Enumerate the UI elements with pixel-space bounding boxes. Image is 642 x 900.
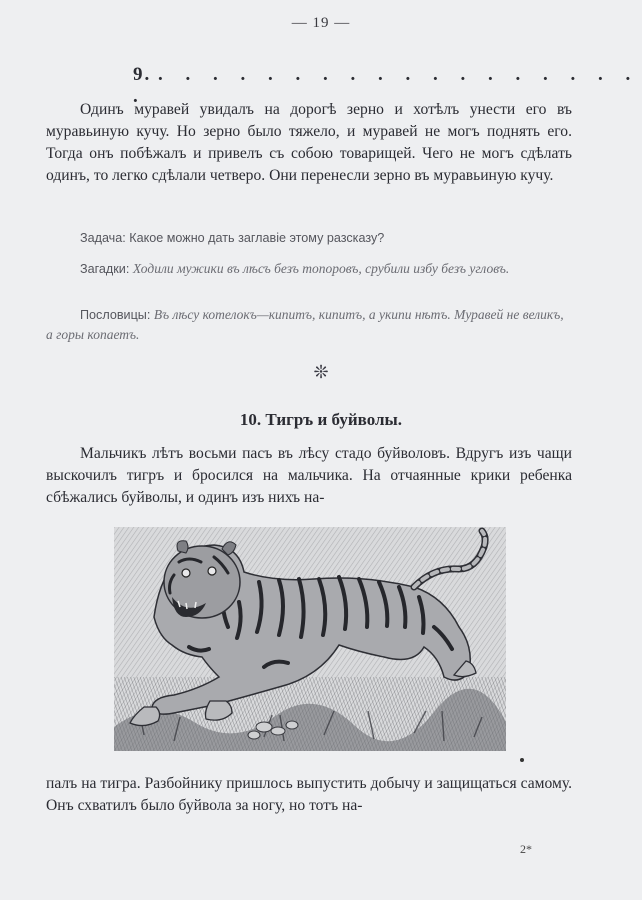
riddles-label: Загадки: xyxy=(80,262,130,276)
story-10-paragraph-top xyxy=(46,443,572,509)
page-number: — 19 — xyxy=(291,15,351,31)
task-text: Какое можно дать заглавіе этому разсказу? xyxy=(129,231,385,245)
ant-story-text: Одинъ муравей увидалъ на дорогѣ зерно и хотѣлъ унести его въ муравьиную кучу. Но зерно было тяжело, и муравей не могъ поднять его. Тогда онъ побѣжалъ и привелъ съ собою товарищей. Чего не могъ сдѣлать одинъ, то легко сдѣлали четверо. Они перенесли зерно въ муравьиную кучу. xyxy=(46,101,572,184)
riddles-text: Ходили мужики въ лѣсъ безъ топоровъ, срубили избу безъ угловъ. xyxy=(132,261,510,276)
tiger-illustration xyxy=(114,527,506,751)
tiger-engraving-image xyxy=(114,527,506,751)
story-10-title: 10. Тигръ и буйволы. xyxy=(239,410,403,429)
tiger-story-text-before: Мальчикъ лѣтъ восьми пасъ въ лѣсу стадо буйволовъ. Вдругъ изъ чащи выскочилъ тигръ и бросился на мальчика. На отчаянные крики ребенка сбѣжались буйволы, и одинъ изъ нихъ на- xyxy=(46,445,572,506)
section-dots: . . . . . . . . . . . . . . . . . . . xyxy=(133,64,640,107)
section-9-paragraph xyxy=(46,99,572,187)
task-label: Задача: xyxy=(80,231,126,245)
story-10-paragraph-bottom xyxy=(46,773,572,817)
proverbs-label: Пословицы: xyxy=(80,308,151,322)
section-number: 9. xyxy=(133,64,152,85)
section-separator: ❊ xyxy=(313,362,329,382)
riddles-note xyxy=(46,259,572,279)
proverbs-note xyxy=(46,305,572,345)
sheet-signature: 2* xyxy=(520,842,532,856)
tiger-story-text-after: палъ на тигра. Разбойнику пришлось выпустить добычу и защищаться самому. Онъ схватилъ было буйвола за ногу, но тотъ на- xyxy=(46,775,572,814)
task-note xyxy=(46,228,572,248)
proverbs-text: Въ лѣсу котелокъ—кипитъ, кипитъ, а укипи нѣтъ. Муравей не великъ, а горы копаетъ. xyxy=(46,307,564,342)
print-speck xyxy=(520,758,524,762)
